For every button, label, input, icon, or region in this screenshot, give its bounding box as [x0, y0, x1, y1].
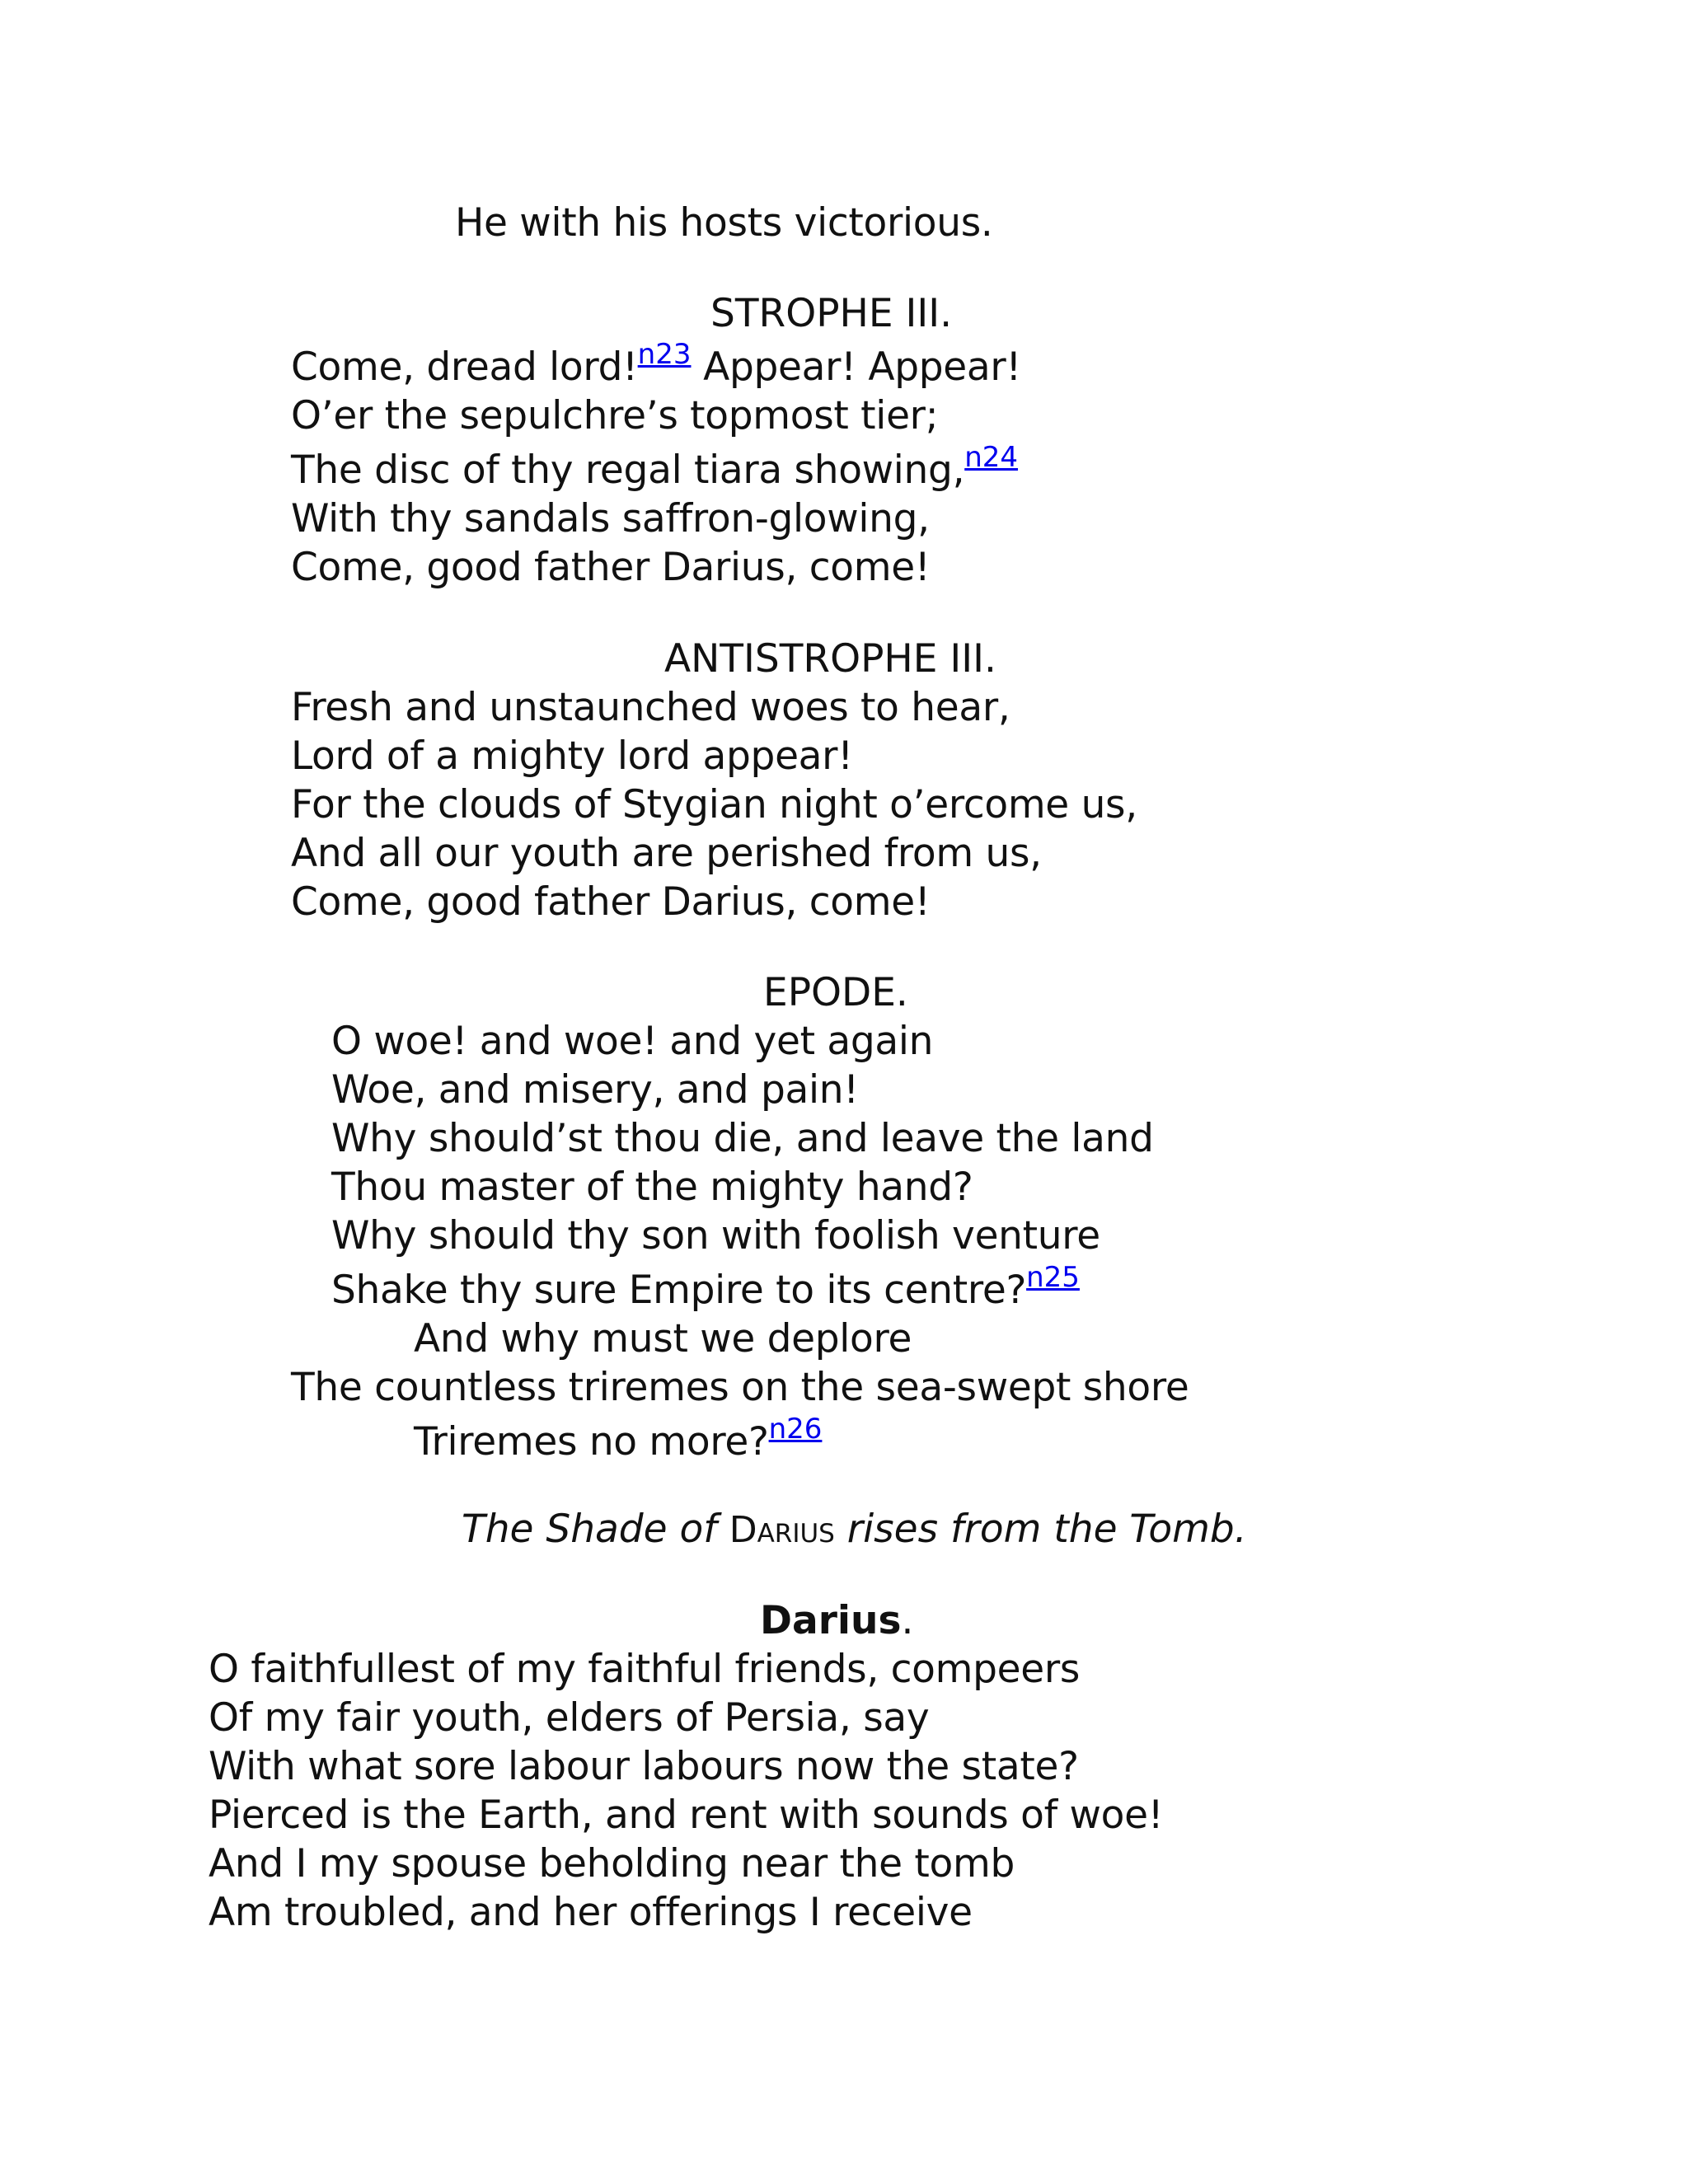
speech-line: And I my spouse beholding near the tomb	[209, 1841, 1015, 1886]
speech-line: O faithfullest of my faithful friends, compeers	[209, 1647, 1081, 1692]
speech-line: Pierced is the Earth, and rent with sounds of woe!	[209, 1793, 1164, 1838]
stage-character-name: Darius	[729, 1509, 835, 1551]
verse-line: The countless triremes on the sea-swept shore	[291, 1365, 1189, 1410]
verse-text: The disc of thy regal tiara showing,	[291, 448, 965, 493]
verse-line: He with his hosts victorious.	[455, 200, 993, 246]
speaker-label	[760, 1598, 913, 1644]
verse-line: For the clouds of Stygian night o’ercome us,	[291, 782, 1137, 827]
verse-line	[414, 1413, 823, 1465]
verse-text: Appear! Appear!	[691, 344, 1021, 390]
stage-direction	[462, 1507, 1247, 1554]
verse-line: Thou master of the mighty hand?	[331, 1165, 973, 1210]
stage-text: rises from the Tomb.	[834, 1507, 1247, 1552]
verse-text: Shake thy sure Empire to its centre?	[331, 1268, 1027, 1313]
verse-line: Fresh and unstaunched woes to hear,	[291, 685, 1010, 730]
speech-line: Am troubled, and her offerings I receive	[209, 1890, 973, 1935]
footnote-link-n25[interactable]: n25	[1026, 1261, 1080, 1294]
speaker-name: Darius	[760, 1598, 902, 1643]
verse-line: O woe! and woe! and yet again	[331, 1019, 934, 1064]
section-heading-epode: EPODE.	[763, 970, 908, 1015]
verse-text: Come, dread lord!	[291, 344, 638, 390]
verse-line: Come, good father Darius, come!	[291, 545, 931, 590]
verse-line	[291, 338, 1021, 391]
verse-line: With thy sandals saffron-glowing,	[291, 496, 930, 541]
speech-line: With what sore labour labours now the state?	[209, 1744, 1079, 1789]
verse-text: Triremes no more?	[414, 1419, 769, 1465]
verse-line: And all our youth are perished from us,	[291, 831, 1042, 876]
footnote-link-n24[interactable]: n24	[964, 441, 1019, 474]
section-heading-strophe-3: STROPHE III.	[710, 291, 953, 336]
verse-line: Why should’st thou die, and leave the land	[331, 1116, 1154, 1161]
verse-line: Why should thy son with foolish venture	[331, 1213, 1100, 1258]
verse-line	[331, 1261, 1080, 1314]
verse-line	[291, 441, 1019, 494]
verse-line: Woe, and misery, and pain!	[331, 1067, 859, 1113]
speech-line: Of my fair youth, elders of Persia, say	[209, 1695, 930, 1741]
section-heading-antistrophe-3: ANTISTROPHE III.	[664, 636, 996, 682]
footnote-link-n26[interactable]: n26	[768, 1413, 823, 1446]
speaker-punct: .	[901, 1598, 914, 1643]
verse-line: Lord of a mighty lord appear!	[291, 733, 853, 779]
footnote-link-n23[interactable]: n23	[637, 338, 692, 371]
stage-text: The Shade of	[462, 1507, 729, 1552]
verse-line: Come, good father Darius, come!	[291, 879, 931, 925]
verse-line: O’er the sepulchre’s topmost tier;	[291, 393, 939, 438]
verse-line: And why must we deplore	[414, 1316, 912, 1361]
